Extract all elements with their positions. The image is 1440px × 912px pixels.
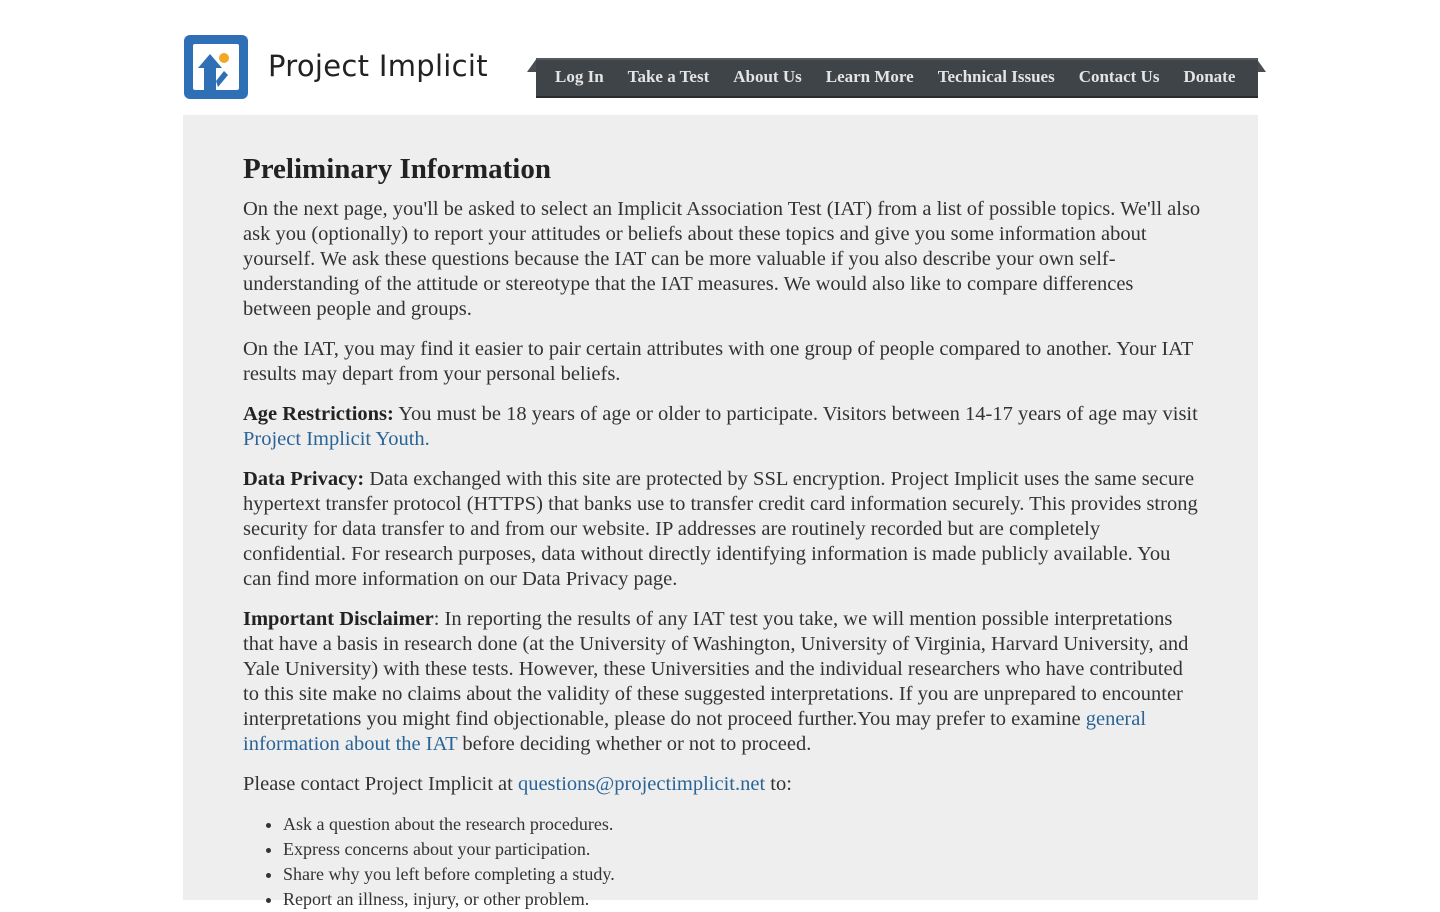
disclaimer-text-after: before deciding whether or not to proceed.: [457, 733, 812, 755]
data-privacy-text: Data exchanged with this site are protected by SSL encryption. Project Implicit uses the same secure hypertext transfer protocol (HTTPS) that banks use to transfer credit card information securely. This provides strong security for data transfer to and from our website. IP addresses are routinely recorded but are completely confidential. For research purposes, data without directly identifying information is made publicly available. You can find more information on our Data Privacy page.: [243, 468, 1198, 590]
nav-technical-issues[interactable]: Technical Issues: [937, 67, 1055, 86]
data-privacy-label: Data Privacy:: [243, 468, 365, 490]
main-navigation: [527, 58, 1266, 99]
list-item: • Express concerns about your participation.: [283, 837, 1203, 862]
nav-donate[interactable]: Donate: [1183, 67, 1236, 86]
iat-general-info-link[interactable]: general information about the IAT: [243, 708, 1147, 755]
age-restrictions-text: You must be 18 years of age or older to participate. Visitors between 14-17 years of age may visit: [393, 403, 1198, 425]
main-content: [183, 115, 1258, 909]
nav-about-us[interactable]: About Us: [733, 67, 802, 86]
list-item: • Report an illness, injury, or other problem.: [283, 887, 1203, 912]
nav-contact-us[interactable]: Contact Us: [1078, 67, 1160, 86]
contact-text: Please contact Project Implicit at: [243, 773, 518, 795]
data-privacy-paragraph: [243, 467, 1203, 592]
age-restrictions-label: Age Restrictions:: [243, 403, 394, 425]
page-title: Preliminary Information: [243, 153, 551, 185]
nav-take-a-test[interactable]: Take a Test: [627, 67, 710, 86]
contact-email-link[interactable]: questions@projectimplicit.net: [517, 773, 766, 795]
project-implicit-youth-link[interactable]: Project Implicit Youth.: [243, 428, 430, 450]
project-implicit-logo-icon: [184, 35, 248, 99]
list-item: • Ask a question about the research procedures.: [283, 812, 1203, 837]
nav-bar: [536, 58, 1258, 98]
intro-paragraph-1: On the next page, you'll be asked to select an Implicit Association Test (IAT) from a list of possible topics. We'll also ask you (optionally) to report your attitudes or beliefs about these topics and give you some information about yourself. We ask these questions because the IAT can be more valuable if you also describe your own self-understanding of the attitude or stereotype that the IAT measures. We would also like to compare differences between people and groups.: [243, 198, 1201, 320]
site-logo[interactable]: [184, 35, 488, 99]
contact-reasons-list: [243, 812, 1203, 912]
disclaimer-paragraph: [243, 607, 1203, 757]
logo-text: Project Implicit: [268, 49, 488, 83]
disclaimer-text: : In reporting the results of any IAT test you take, we will mention possible interpretations that have a basis in research done (at the University of Washington, University of Virginia, Harvard University, and Yale University) with these tests. However, these Universities and the individual researchers who have contributed to this site make no claims about the validity of these suggested interpretations. If you are unprepared to encounter interpretations you might find objectionable, please do not proceed further.You may prefer to examine: [243, 608, 1189, 730]
contact-paragraph: [243, 772, 1203, 797]
nav-log-in[interactable]: Log In: [555, 67, 604, 86]
disclaimer-label: Important Disclaimer: [243, 608, 434, 630]
contact-text-after: to:: [765, 773, 792, 795]
nav-learn-more[interactable]: Learn More: [825, 67, 914, 86]
site-header: [0, 0, 1440, 115]
content-body: [243, 151, 1203, 912]
list-item: • Share why you left before completing a study.: [283, 862, 1203, 887]
intro-paragraph-2: On the IAT, you may find it easier to pair certain attributes with one group of people compared to another. Your IAT results may depart from your personal beliefs.: [243, 338, 1193, 385]
age-restrictions-paragraph: [243, 402, 1203, 452]
